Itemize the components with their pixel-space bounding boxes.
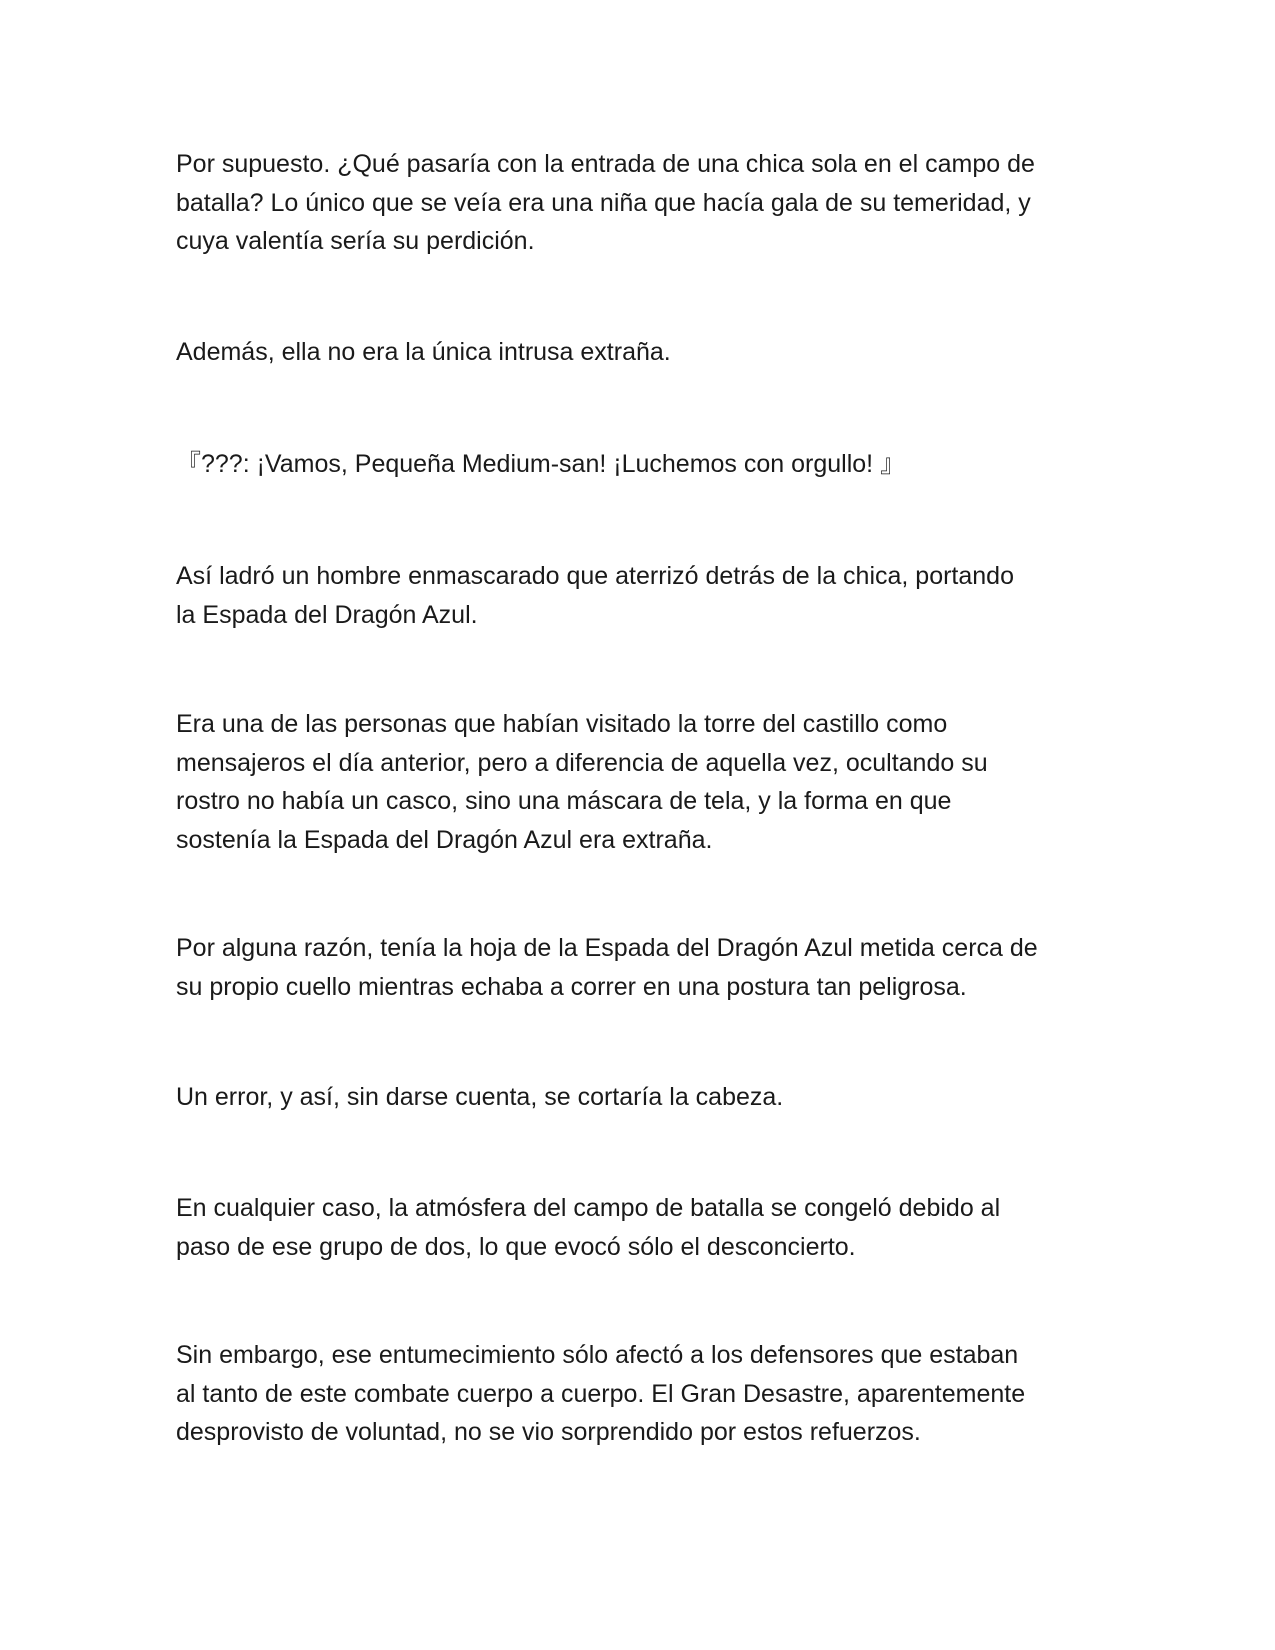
paragraph: Era una de las personas que habían visitado la torre del castillo como mensajeros el día anterior, pero a diferencia de aquella vez, ocultando su rostro no había un casco, sino una máscara de tela, y la forma en que sostenía la Espada del Dragón Azul era extraña. bbox=[176, 710, 988, 854]
paragraph: Así ladró un hombre enmascarado que aterrizó detrás de la chica, portando la Espada del Dragón Azul. bbox=[176, 562, 1014, 629]
dialogue-line: 『???: ¡Vamos, Pequeña Medium-san! ¡Luchemos con orgullo! 』 bbox=[176, 450, 906, 478]
paragraph: Por alguna razón, tenía la hoja de la Espada del Dragón Azul metida cerca de su propio cuello mientras echaba a correr en una postura tan peligrosa. bbox=[176, 934, 1038, 1001]
paragraph: Por supuesto. ¿Qué pasaría con la entrada de una chica sola en el campo de batalla? Lo único que se veía era una niña que hacía gala de su temeridad, y cuya valentía sería su perdición. bbox=[176, 150, 1035, 255]
paragraph: Un error, y así, sin darse cuenta, se cortaría la cabeza. bbox=[176, 1083, 784, 1111]
paragraph: En cualquier caso, la atmósfera del campo de batalla se congeló debido al paso de ese grupo de dos, lo que evocó sólo el desconcierto. bbox=[176, 1194, 1001, 1261]
paragraph: Sin embargo, ese entumecimiento sólo afectó a los defensores que estaban al tanto de este combate cuerpo a cuerpo. El Gran Desastre, aparentemente desprovisto de voluntad, no se vio sorprendido por estos refuerzos. bbox=[176, 1341, 1026, 1446]
paragraph: Además, ella no era la única intrusa extraña. bbox=[176, 338, 671, 366]
